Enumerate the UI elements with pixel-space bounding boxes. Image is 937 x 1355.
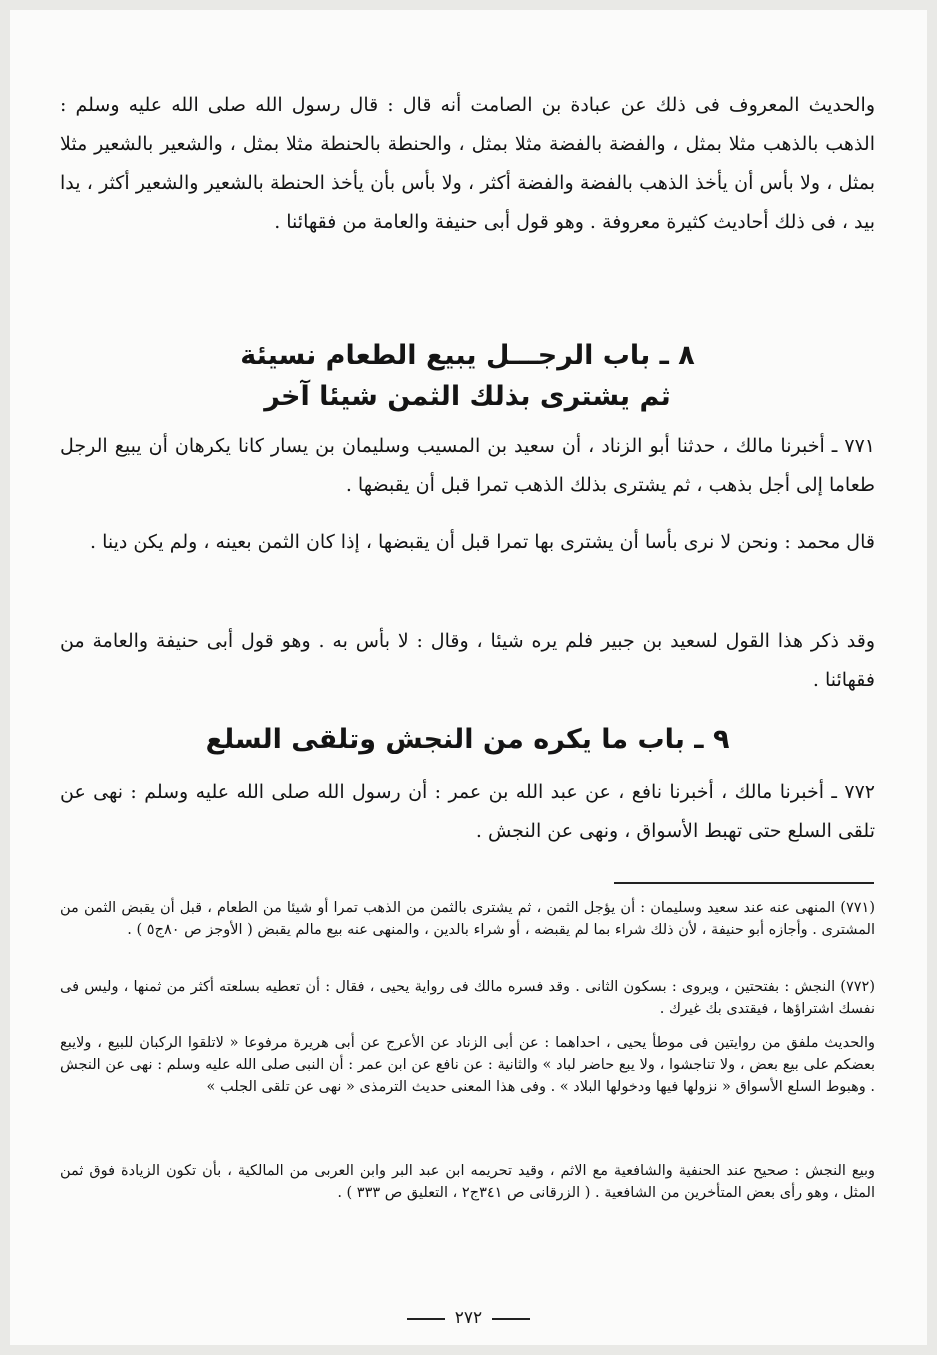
- hadith-771: ٧٧١ ـ أخبرنا مالك ، حدثنا أبو الزناد ، أن سعيد بن المسيب وسليمان بن يسار كانا يكرهان أن يبيع الرجل طعاما إلى أجل بذهب ، ثم يشترى بذلك الذهب تمرا قبل أن يقبضها .: [60, 435, 875, 496]
- chapter-8-title-line-2: ثم يشترى بذلك الثمن شيئا آخر: [264, 381, 671, 412]
- footnote-772-hadith-sources: والحديث ملفق من روايتين فى موطأ يحيى ، احداهما : عن أبى الزناد عن الأعرج عن أبى هريرة مرفوعا « لاتلقوا الركبان للبيع ، ولايبع بعضكم على بيع بعض ، ولا تناجشوا ، ولا يبع حاضر لباد » والثانية : عن نافع عن ابن عمر : أن النبى صلى الله عليه وسلم : نهى عن النجش . وهبوط السلع الأسواق « نزولها فيها ودخولها البلاد » . وفى هذا المعنى حديث الترمذى « نهى عن تلقى الجلب »: [60, 1035, 875, 1095]
- page-number-line: [0, 1308, 937, 1328]
- footnote-separator: [614, 882, 874, 884]
- hadith-772: ٧٧٢ ـ أخبرنا مالك ، أخبرنا نافع ، عن عبد الله بن عمر : أن رسول الله صلى الله عليه وسلم : نهى عن تلقى السلع حتى تهبط الأسواق ، ونهى عن النجش .: [60, 781, 875, 842]
- page-number-dash-right: [492, 1318, 530, 1320]
- chapter-8-title-line-1: ٨ ـ باب الرجـــل يبيع الطعام نسيئة: [240, 340, 695, 371]
- footnote-771: (٧٧١) المنهى عنه عند سعيد وسليمان : أن يؤجل الثمن ، ثم يشترى بالثمن من الذهب تمرا أو شيئا من الطعام ، قبل أن يقبض الثمن من المشترى . وأجازه أبو حنيفة ، لأن ذلك شراء بما لم يقبضه ، أو شراء بالدين ، والمنهى عنه بيع مالم يقبض ( الأوجز ص ٨٠ج٥ ) .: [60, 900, 875, 938]
- page-number-dash-left: [407, 1318, 445, 1320]
- page-number: ٢٧٢: [454, 1308, 483, 1328]
- footnote-772-najash-ruling: وبيع النجش : صحيح عند الحنفية والشافعية مع الاثم ، وقيد تحريمه ابن عبد البر وابن العربى من المالكية ، بأن تكون الزيادة فوق ثمن المثل ، وهو رأى بعض المتأخرين من الشافعية . ( الزرقانى ص ٣٤١ج٢ ، التعليق ص ٣٣٣ ) .: [60, 1163, 875, 1201]
- muhammad-comment: قال محمد : ونحن لا نرى بأسا أن يشترى بها تمرا قبل أن يقبضها ، إذا كان الثمن بعينه ، ولم يكن دينا .: [90, 531, 875, 553]
- footnote-772: (٧٧٢) النجش : بفتحتين ، ويروى : بسكون الثانى . وقد فسره مالك فى رواية يحيى ، فقال : أن تعطيه بسلعته أكثر من ثمنها ، وليس فى نفسك اشتراؤها ، فيقتدى بك غيرك .: [60, 979, 875, 1017]
- chapter-9-title: ٩ ـ باب ما يكره من النجش وتلقى السلع: [205, 724, 730, 755]
- said-ibn-jubair-paragraph: وقد ذكر هذا القول لسعيد بن جبير فلم يره شيئا ، وقال : لا بأس به . وهو قول أبى حنيفة والعامة من فقهائنا .: [60, 630, 875, 691]
- intro-paragraph: والحديث المعروف فى ذلك عن عبادة بن الصامت أنه قال : قال رسول الله صلى الله عليه وسلم : الذهب بالذهب مثلا بمثل ، والفضة بالفضة مثلا بمثل ، والحنطة بالحنطة مثلا بمثل ، والشعير بالشعير مثلا بمثل ، ولا بأس أن يأخذ الذهب بالفضة والفضة أكثر ، ولا بأس بأن يأخذ الحنطة بالشعير والشعير أكثر ، يدا بيد ، فى ذلك أحاديث كثيرة معروفة . وهو قول أبى حنيفة والعامة من فقهائنا .: [60, 94, 875, 233]
